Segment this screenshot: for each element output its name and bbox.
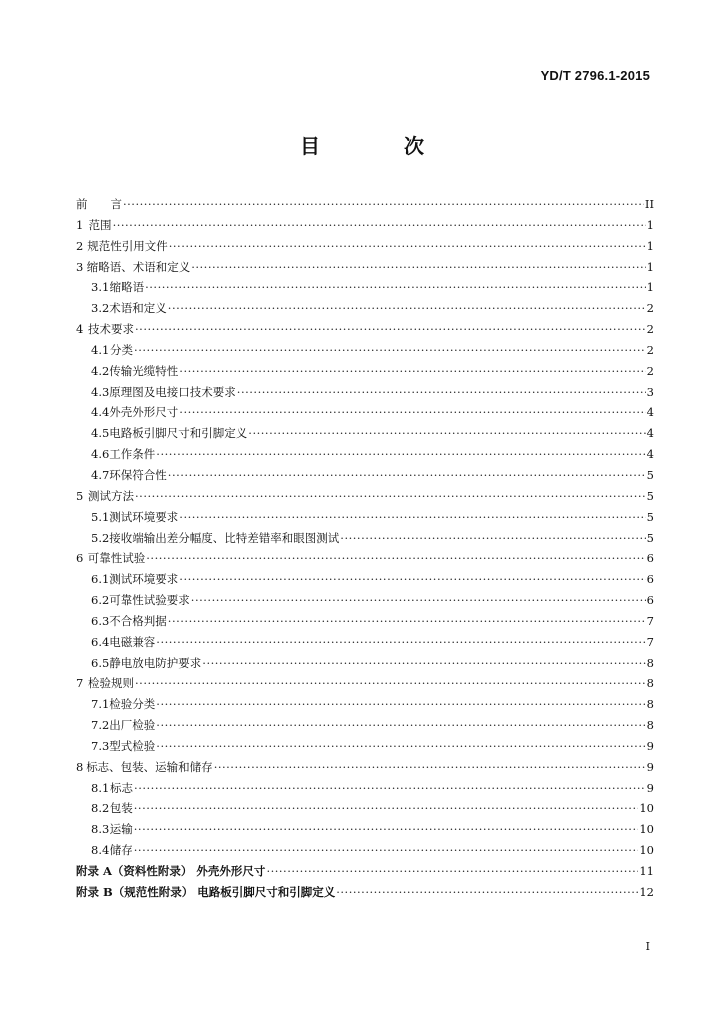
toc-entry[interactable]	[76, 467, 654, 488]
toc-entry[interactable]	[76, 446, 654, 467]
toc-entry-page: 2	[646, 342, 654, 357]
toc-entry-label: 测试环境要求	[109, 572, 179, 587]
toc-entry[interactable]	[76, 342, 654, 363]
toc-entry-label: 接收端输出差分幅度、比特差错率和眼图测试	[109, 530, 340, 545]
toc-entry-label: 检验分类	[109, 697, 156, 712]
toc-dot-leader	[248, 426, 645, 440]
toc-entry-number: 3	[76, 259, 84, 274]
toc-entry-page: 3	[646, 384, 654, 399]
toc-entry[interactable]	[76, 300, 654, 321]
toc-dot-leader	[168, 301, 646, 315]
toc-entry[interactable]	[76, 425, 654, 446]
toc-entry-label: 储存	[109, 843, 133, 858]
toc-entry-label: 检验规则	[88, 676, 135, 691]
toc-entry-page: 10	[639, 822, 654, 837]
toc-dot-leader	[156, 718, 645, 732]
toc-entry-label: 缩略语	[109, 280, 145, 295]
toc-entry-page: 9	[646, 780, 654, 795]
toc-entry[interactable]	[76, 196, 654, 217]
toc-entry[interactable]	[76, 800, 654, 821]
toc-entry-number: 8.1	[91, 780, 110, 795]
toc-dot-leader	[146, 551, 645, 565]
toc-entry-label: 规范性引用文件	[87, 238, 168, 253]
toc-entry-page: 7	[646, 634, 654, 649]
toc-entry-label: 原理图及电接口技术要求	[109, 384, 236, 399]
toc-dot-leader	[156, 739, 645, 753]
toc-entry[interactable]	[76, 696, 654, 717]
toc-entry[interactable]	[76, 488, 654, 509]
toc-entry-number: 1	[76, 217, 84, 232]
toc-entry[interactable]	[76, 738, 654, 759]
toc-entry-number: 4	[76, 322, 84, 337]
toc-entry-page: 1	[646, 259, 654, 274]
toc-entry-number: 8	[76, 759, 84, 774]
toc-entry[interactable]	[76, 863, 654, 884]
toc-dot-leader	[179, 572, 645, 586]
toc-entry-number: 3.2	[91, 301, 110, 316]
toc-entry-label: 传输光缆特性	[109, 363, 179, 378]
toc-entry-page: 2	[646, 301, 654, 316]
toc-entry-label: 可靠性试验要求	[109, 593, 190, 608]
toc-dot-leader	[266, 864, 638, 878]
toc-entry-page: 6	[646, 593, 654, 608]
page-title: 目 次	[300, 134, 456, 158]
toc-entry-page: 1	[646, 238, 654, 253]
toc-entry-number: 8.3	[91, 822, 110, 837]
toc-entry-page: 5	[646, 467, 654, 482]
toc-entry-page: 6	[646, 572, 654, 587]
toc-entry-number: 8.2	[91, 801, 110, 816]
toc-entry-label: 标志、包装、运输和储存	[86, 759, 213, 774]
toc-dot-leader	[135, 322, 646, 336]
toc-entry-page: 4	[646, 405, 654, 420]
toc-entry-page: 12	[639, 884, 654, 899]
standard-code: YD/T 2796.1-2015	[540, 68, 650, 83]
toc-entry-page: 2	[646, 363, 654, 378]
toc-entry-number: 5	[76, 488, 84, 503]
toc-entry-number: 6.2	[91, 593, 110, 608]
toc-entry[interactable]	[76, 571, 654, 592]
toc-dot-leader	[191, 593, 646, 607]
toc-entry[interactable]	[76, 780, 654, 801]
toc-dot-leader	[168, 614, 646, 628]
toc-entry[interactable]	[76, 634, 654, 655]
toc-entry-label: 不合格判据	[109, 613, 167, 628]
toc-entry-number: 8.4	[91, 843, 110, 858]
toc-entry-page: 4	[646, 426, 654, 441]
toc-entry-label: 工作条件	[109, 447, 156, 462]
toc-entry[interactable]	[76, 404, 654, 425]
toc-entry-number: 5.2	[91, 530, 110, 545]
toc-entry-page: 8	[646, 676, 654, 691]
toc-entry-label: 术语和定义	[109, 301, 167, 316]
toc-entry[interactable]	[76, 655, 654, 676]
toc-entry-number: 4.6	[91, 447, 110, 462]
toc-dot-leader	[179, 510, 645, 524]
toc-dot-leader	[336, 885, 638, 899]
toc-entry[interactable]	[76, 821, 654, 842]
toc-entry[interactable]	[76, 592, 654, 613]
toc-entry[interactable]	[76, 509, 654, 530]
toc-entry-label: 标志	[110, 780, 134, 795]
toc-entry-number: 3.1	[91, 280, 110, 295]
toc-entry-page: 7	[646, 613, 654, 628]
toc-dot-leader	[179, 364, 645, 378]
page-number: I	[645, 940, 650, 953]
toc-entry[interactable]	[76, 279, 654, 300]
toc-entry[interactable]	[76, 217, 654, 238]
toc-dot-leader	[134, 801, 639, 815]
toc-entry-page: II	[644, 197, 654, 211]
toc-entry-label: 范围	[88, 217, 112, 232]
toc-dot-leader	[156, 447, 645, 461]
toc-dot-leader	[135, 489, 646, 503]
toc-entry-label: 运输	[109, 822, 133, 837]
toc-dot-leader	[134, 843, 639, 857]
toc-dot-leader	[202, 656, 645, 670]
toc-dot-leader	[134, 822, 639, 836]
toc-entry-number: 4.7	[91, 467, 110, 482]
toc-entry-page: 2	[646, 322, 654, 337]
toc-entry-number: 4.2	[91, 363, 110, 378]
toc-entry-label: 出厂检验	[109, 718, 156, 733]
toc-entry-number: 7.3	[91, 738, 110, 753]
toc-entry[interactable]	[76, 259, 654, 280]
toc-entry[interactable]	[76, 675, 654, 696]
toc-entry-number: 6	[76, 551, 84, 566]
toc-entry-page: 4	[646, 447, 654, 462]
toc-entry-page: 1	[646, 217, 654, 232]
toc-dot-leader	[169, 239, 646, 253]
toc-entry-label: 技术要求	[88, 322, 135, 337]
toc-entry-number: 7.1	[91, 697, 110, 712]
toc-entry-number: 4.3	[91, 384, 110, 399]
toc-entry-label: 测试环境要求	[109, 509, 179, 524]
toc-dot-leader	[156, 635, 645, 649]
toc-dot-leader	[237, 385, 646, 399]
toc-entry-label: 静电放电防护要求	[109, 655, 202, 670]
toc-entry-page: 5	[646, 509, 654, 524]
toc-entry-page: 1	[646, 280, 654, 295]
toc-entry-number: 4.4	[91, 405, 110, 420]
toc-dot-leader	[156, 697, 645, 711]
toc-entry-label: 附录 A（资料性附录） 外壳外形尺寸	[76, 864, 266, 878]
toc-entry-page: 8	[646, 718, 654, 733]
toc-dot-leader	[113, 218, 646, 232]
toc-dot-leader	[135, 676, 646, 690]
toc-entry-label: 前 言	[76, 197, 122, 211]
toc-entry-page: 6	[646, 551, 654, 566]
toc-entry-number: 6.5	[91, 655, 110, 670]
toc-entry-page: 9	[646, 759, 654, 774]
toc-entry-number: 4.5	[91, 426, 110, 441]
toc-entry[interactable]	[76, 613, 654, 634]
toc-entry-page: 10	[639, 843, 654, 858]
toc-entry-page: 5	[646, 488, 654, 503]
toc-dot-leader	[179, 405, 645, 419]
toc-entry-number: 6.4	[91, 634, 110, 649]
toc-entry[interactable]	[76, 550, 654, 571]
toc-entry-label: 包装	[109, 801, 133, 816]
toc-entry[interactable]	[76, 238, 654, 259]
toc-dot-leader	[145, 280, 646, 294]
toc-dot-leader	[214, 760, 646, 774]
toc-entry-label: 可靠性试验	[87, 551, 146, 566]
toc-entry-label: 附录 B（规范性附录） 电路板引脚尺寸和引脚定义	[76, 884, 336, 899]
toc-entry-number: 7	[76, 676, 84, 691]
toc-entry[interactable]	[76, 530, 654, 551]
toc-entry-page: 5	[646, 530, 654, 545]
toc-dot-leader	[134, 343, 646, 357]
toc-entry-label: 电磁兼容	[109, 634, 156, 649]
toc-entry-number: 6.3	[91, 613, 110, 628]
toc-entry-number: 5.1	[91, 509, 110, 524]
toc-entry-number: 2	[76, 238, 84, 253]
toc-entry-number: 7.2	[91, 718, 110, 733]
toc-entry-number: 4.1	[91, 342, 110, 357]
toc-entry-page: 10	[639, 801, 654, 816]
toc-entry-label: 环保符合性	[109, 467, 167, 482]
toc-entry-label: 测试方法	[88, 488, 135, 503]
toc-entry[interactable]	[76, 384, 654, 405]
toc-entry-label: 型式检验	[109, 738, 156, 753]
toc-entry-page: 11	[639, 864, 654, 878]
toc-entry-page: 8	[646, 655, 654, 670]
toc-entry-label: 电路板引脚尺寸和引脚定义	[109, 426, 248, 441]
table-of-contents	[76, 196, 654, 905]
toc-entry[interactable]	[76, 759, 654, 780]
toc-dot-leader	[340, 531, 645, 545]
toc-entry[interactable]	[76, 842, 654, 863]
toc-dot-leader	[123, 197, 644, 211]
toc-entry-page: 8	[646, 697, 654, 712]
toc-entry[interactable]	[76, 717, 654, 738]
toc-dot-leader	[168, 468, 646, 482]
toc-entry-label: 分类	[110, 342, 134, 357]
toc-dot-leader	[134, 781, 646, 795]
toc-entry-label: 外壳外形尺寸	[109, 405, 179, 420]
toc-dot-leader	[191, 260, 645, 274]
toc-entry-label: 缩略语、术语和定义	[86, 259, 191, 274]
toc-entry-number: 6.1	[91, 572, 110, 587]
toc-entry-page: 9	[646, 738, 654, 753]
toc-entry[interactable]	[76, 321, 654, 342]
toc-entry[interactable]	[76, 363, 654, 384]
toc-entry[interactable]	[76, 884, 654, 905]
